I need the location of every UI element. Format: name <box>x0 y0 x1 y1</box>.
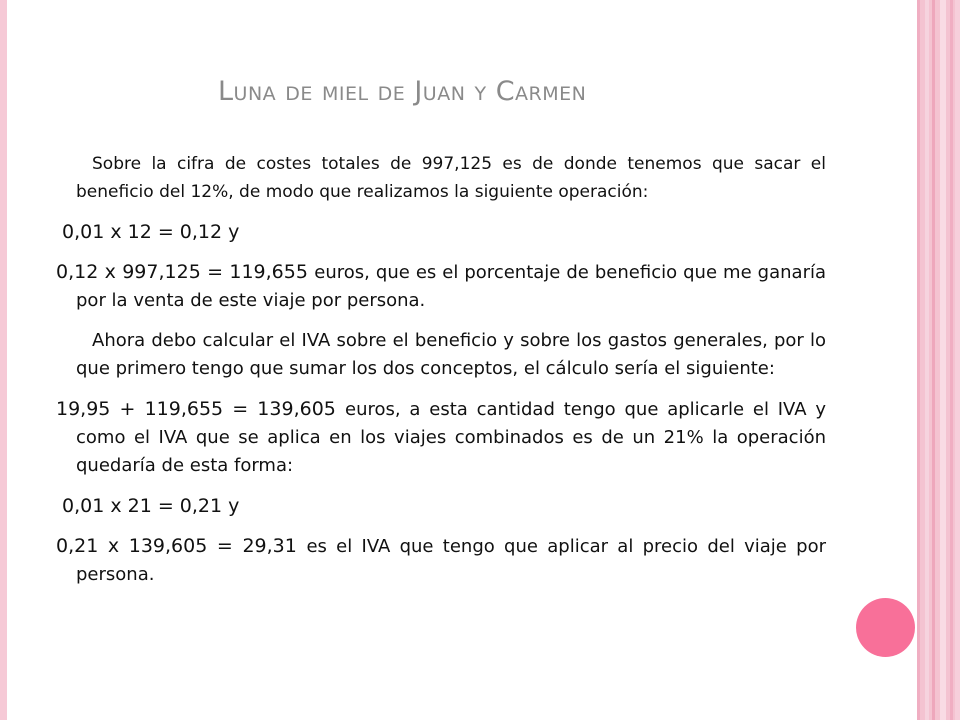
right-stripe <box>950 0 953 720</box>
iva-formula: 0,21 x 139,605 = 29,31 <box>56 535 307 557</box>
paragraph-calc-percentage: 0,01 x 12 = 0,12 y <box>62 221 240 243</box>
paragraph-iva-intro-text: Ahora debo calcular el IVA sobre el beneficio y sobre los gastos generales, por lo que primero tengo que sumar los dos conceptos, el cálculo sería el siguiente: <box>76 330 826 379</box>
right-stripe <box>917 0 920 720</box>
paragraph-costs <box>56 150 826 206</box>
right-stripe <box>925 0 929 720</box>
right-stripe <box>955 0 960 720</box>
benefit-formula: 0,12 x 997,125 = 119,655 <box>56 261 315 283</box>
sum-explanation: euros, a esta cantidad tengo que aplicarle el IVA y como el IVA que se aplica en los viajes combinados es de un 21% la operación quedaría de esta forma: <box>76 399 826 476</box>
left-border-decoration <box>0 0 7 720</box>
paragraph-costs-text: Sobre la cifra de costes totales de 997,125 es de donde tenemos que sacar el beneficio del 12%, de modo que realizamos la siguiente operación: <box>76 154 826 202</box>
paragraph-calc-iva-rate: 0,01 x 21 = 0,21 y <box>62 495 240 517</box>
paragraph-iva-result <box>56 532 826 589</box>
right-stripe-panel <box>917 0 960 720</box>
slide-body <box>56 150 826 601</box>
right-stripe <box>932 0 935 720</box>
right-stripe <box>940 0 946 720</box>
paragraph-sum <box>56 395 826 480</box>
slide-title: Luna de miel de Juan y Carmen <box>218 76 587 107</box>
benefit-explanation: euros, que es el porcentaje de beneficio que me ganaría por la venta de este viaje por persona. <box>76 262 827 311</box>
pink-circle-decoration <box>856 598 915 657</box>
sum-formula: 19,95 + 119,655 = 139,605 <box>56 398 346 420</box>
iva-explanation: es el IVA que tengo que aplicar al precio del viaje por persona. <box>76 536 826 585</box>
paragraph-benefit <box>56 258 826 315</box>
paragraph-iva-intro <box>56 327 826 383</box>
